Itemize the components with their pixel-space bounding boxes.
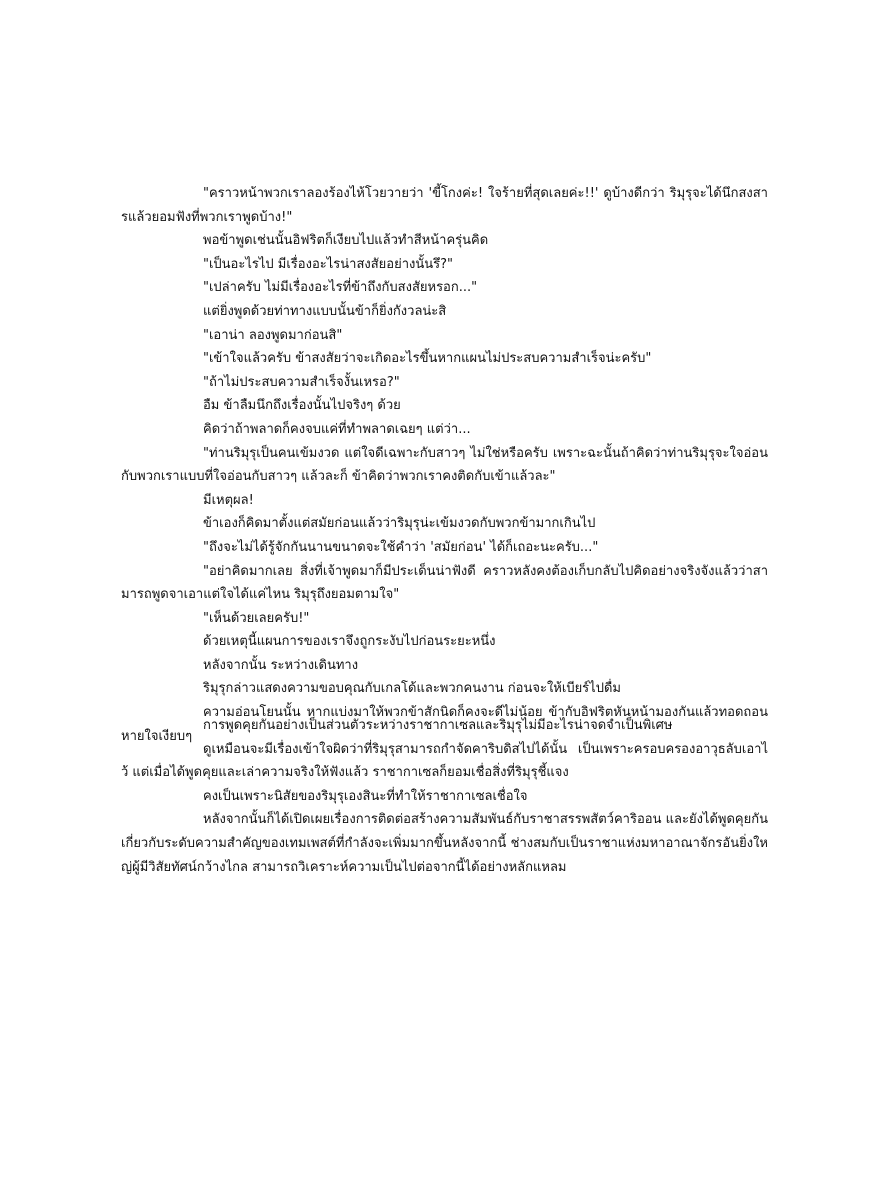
dialogue-paragraph: "เป็นอะไรไป มีเรื่องอะไรน่าสงสัยอย่างนั้นรึ?"	[203, 256, 453, 272]
narration-paragraph: หลังจากนั้น ระหว่างเดินทาง	[203, 657, 359, 673]
narration-paragraph: คิดว่าถ้าพลาดก็คงจบแค่ที่ทำพลาดเฉยๆ แต่ว่า...	[203, 421, 471, 437]
narration-paragraph: ริมุรุกล่าวแสดงความขอบคุณกับเกลโด้และพวกคนงาน ก่อนจะให้เบียร์ไปดื่ม	[203, 681, 621, 697]
story-section-1	[121, 182, 768, 748]
narration-paragraph: การพูดคุยกันอย่างเป็นส่วนตัวระหว่างราชากาเซลและริมุรุไม่มีอะไรน่าจดจำเป็นพิเศษ	[203, 718, 673, 733]
narration-paragraph: ดูเหมือนจะมีเรื่องเข้าใจผิดว่าที่ริมุรุสามารถกำจัดคาริบดิสไปได้นั้น เป็นเพราะครอบครองอาวุธลับเอาไว้ แต่เมื่อได้พูดคุยและเล่าความจริงให้ฟังแล้ว ราชากาเซลก็ยอมเชื่อสิ่งที่ริมุรุชี้แจง	[121, 741, 768, 781]
dialogue-paragraph: "เอาน่า ลองพูดมาก่อนสิ"	[203, 327, 343, 343]
narration-paragraph: ความอ่อนโยนนั้น หากแบ่งมาให้พวกข้าสักนิดก็คงจะดีไม่น้อย ข้ากับอิฟริตหันหน้ามองกันแล้วทอดถอนหายใจเงียบๆ	[121, 705, 768, 744]
narration-paragraph: ด้วยเหตุนี้แผนการของเราจึงถูกระงับไปก่อนระยะหนึ่ง	[203, 634, 496, 650]
narration-paragraph: คงเป็นเพราะนิสัยของริมุรุเองสินะที่ทำให้ราชากาเซลเชื่อใจ	[203, 788, 528, 804]
narration-paragraph: แต่ยิ่งพูดด้วยท่าทางแบบนั้นข้าก็ยิ่งกังวลน่ะสิ	[203, 303, 447, 319]
dialogue-paragraph: "เข้าใจแล้วครับ ข้าสงสัยว่าจะเกิดอะไรขึ้นหากแผนไม่ประสบความสำเร็จน่ะครับ"	[203, 351, 652, 367]
dialogue-paragraph: "ถ้าไม่ประสบความสำเร็จงั้นเหรอ?"	[203, 374, 400, 390]
narration-paragraph: อืม ข้าลืมนึกถึงเรื่องนั้นไปจริงๆ ด้วย	[203, 398, 401, 414]
dialogue-paragraph: "เปล่าครับ ไม่มีเรื่องอะไรที่ข้าถึงกับสงสัยหรอก..."	[203, 280, 478, 296]
dialogue-paragraph: "ถึงจะไม่ได้รู้จักกันนานขนาดจะใช้คำว่า 'สมัยก่อน' ได้ก็เถอะนะครับ..."	[203, 539, 599, 555]
dialogue-paragraph: "เห็นด้วยเลยครับ!"	[203, 610, 310, 626]
dialogue-paragraph: "อย่าคิดมากเลย สิ่งที่เจ้าพูดมาก็มีประเด็นน่าฟังดี คราวหลังคงต้องเก็บกลับไปคิดอย่างจริงจังแล้วว่าสามารถพูดจาเอาแต่ใจได้แค่ไหน ริมุรุถึงยอมตามใจ"	[121, 563, 768, 603]
dialogue-paragraph: "คราวหน้าพวกเราลองร้องไห้โวยวายว่า 'ขี้โกงค่ะ! ใจร้ายที่สุดเลยค่ะ!!' ดูบ้างดีกว่า ริมุรุจะได้นึกสงสารแล้วยอมฟังที่พวกเราพูดบ้าง!"	[121, 186, 768, 225]
narration-paragraph: มีเหตุผล!	[203, 492, 254, 508]
dialogue-paragraph: "ท่านริมุรุเป็นคนเข้มงวด แต่ใจดีเฉพาะกับสาวๆ ไม่ใช่หรือครับ เพราะฉะนั้นถ้าคิดว่าท่านริมุรุจะใจอ่อนกับพวกเราแบบที่ใจอ่อนกับสาวๆ แล้วละก็ ข้าคิดว่าพวกเราคงติดกับเข้าแล้วละ"	[121, 445, 768, 485]
story-section-2	[121, 714, 768, 879]
narration-paragraph: ข้าเองก็คิดมาตั้งแต่สมัยก่อนแล้วว่าริมุรุน่ะเข้มงวดกับพวกข้ามากเกินไป	[203, 516, 596, 532]
narration-paragraph: พอข้าพูดเช่นนั้นอิฟริตก็เงียบไปแล้วทำสีหน้าครุ่นคิด	[203, 233, 489, 249]
narration-paragraph: หลังจากนั้นก็ได้เปิดเผยเรื่องการติดต่อสร้างความสัมพันธ์กับราชาสรรพสัตว์คาริออน และยังได้พูดคุยกันเกี่ยวกับระดับความสำคัญของเทมเพสต์ที่กำลังจะเพิ่มมากขึ้นหลังจากนี้ ช่างสมกับเป็นราชาแห่งมหาอาณาจักรอันยิ่งใหญ่ผู้มีวิสัยทัศน์กว้างไกล สามารถวิเคราะห์ความเป็นไปต่อจากนี้ได้อย่างหลักแหลม	[121, 812, 768, 875]
